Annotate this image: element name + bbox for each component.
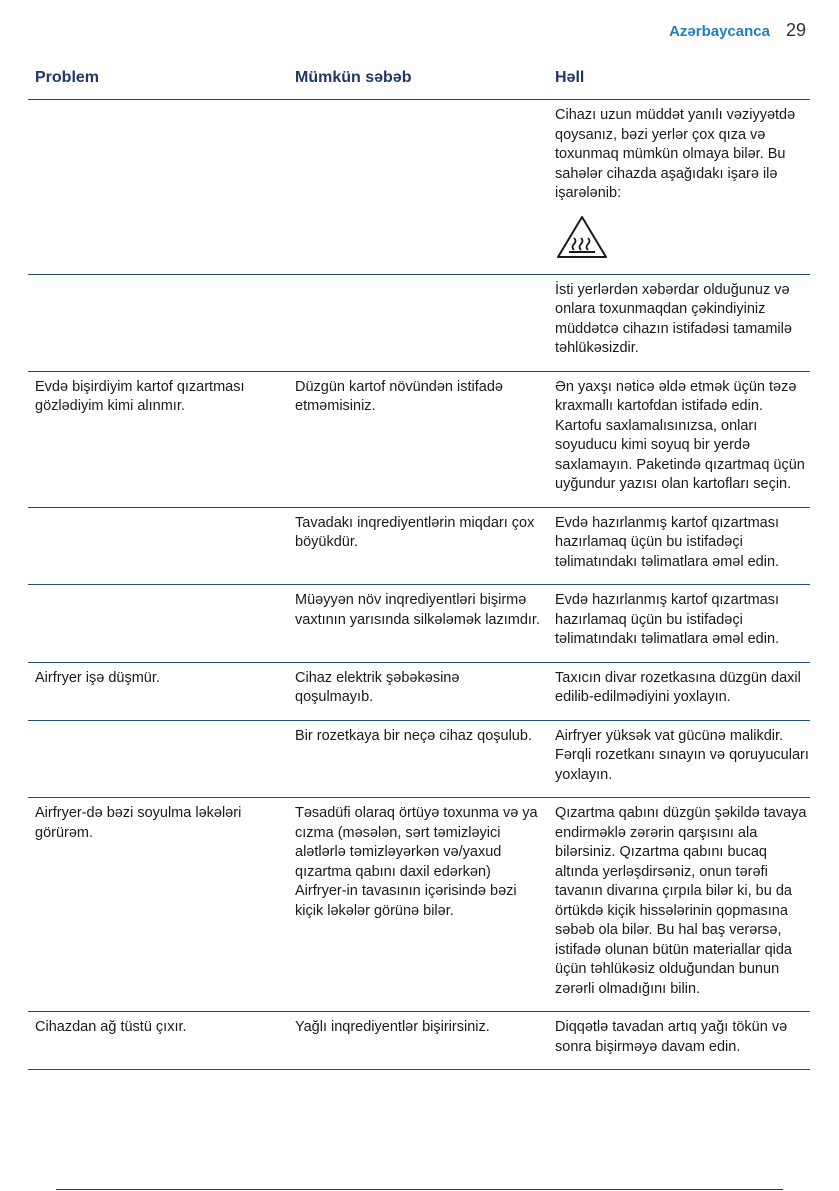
cause-cell: Düzgün kartof növündən istifadə etməmisiniz. (295, 378, 503, 414)
column-header-problem: Problem (35, 69, 100, 86)
column-header-cause: Mümkün səbəb (295, 69, 412, 86)
problem-cell (28, 508, 288, 585)
table-row (28, 585, 810, 663)
cause-cell: Yağlı inqrediyentlər bişirirsiniz. (295, 1019, 490, 1035)
table-row (28, 508, 810, 586)
solution-cell: İsti yerlərdən xəbərdar olduğunuz və onlara toxunmaqdan çəkindiyiniz müddətcə cihazın istifadəsi tamamilə təhlükəsizdir. (555, 281, 792, 356)
table-row (28, 275, 810, 372)
cause-cell: Müəyyən növ inqrediyentləri bişirmə vaxtının yarısında silkələmək lazımdır. (295, 592, 540, 628)
page-number: 29 (785, 20, 806, 40)
solution-cell: Evdə hazırlanmış kartof qızartması hazırlamaq üçün bu istifadəçi təlimatındakı təlimatlara əməl edin. (555, 592, 780, 647)
cause-cell: Tavadakı inqrediyentlərin miqdarı çox böyükdür. (295, 514, 535, 550)
solution-cell: Ən yaxşı nəticə əldə etmək üçün təzə kraxmallı kartofdan istifadə edin. Kartofu saxlamalısınızsa, onları soyuducu kimi soyuq bir yerdə saxlamayın. Paketində qızartmaq üçün uyğundur yazısı olan kartofları seçin. (555, 378, 805, 492)
problem-cell: Evdə bişirdiyim kartof qızartması gözlədiyim kimi alınmır. (35, 378, 245, 414)
table-row (28, 798, 810, 1012)
solution-cell: Airfryer yüksək vat gücünə malikdir. Fərqli rozetkanı sınayın və qoruyucuları yoxlayın. (555, 727, 809, 783)
page-header (669, 20, 806, 41)
solution-cell: Evdə hazırlanmış kartof qızartması hazırlamaq üçün bu istifadəçi təlimatındakı təlimatlara əməl edin. (555, 514, 780, 570)
cause-cell (288, 275, 548, 371)
problem-cell (28, 275, 288, 371)
problem-cell (28, 100, 288, 274)
troubleshooting-table (28, 64, 810, 1070)
problem-cell (28, 585, 288, 662)
table-row (28, 100, 810, 275)
problem-cell: Cihazdan ağ tüstü çıxır. (35, 1019, 187, 1035)
hot-surface-warning-icon (555, 214, 609, 260)
problem-cell: Airfryer işə düşmür. (35, 669, 160, 686)
solution-cell (548, 100, 810, 274)
cause-cell (288, 100, 548, 274)
solution-cell: Qızartma qabını düzgün şəkildə tavaya endirməklə zərərin qarşısını ala bilərsiniz. Qızartma qabını bucaq altında yerləşdirsəniz, onun tərəfi tavanın divarına çırpıla bilər ki, bu da örtükdə kiçik hissələrinin qopmasına səbəb ola bilər. Bu hal baş verərsə, istifadə olunan bütün materiallar qida üçün təhlükəsiz olduğundan bunun zərərli olmadığını bilin. (555, 805, 807, 997)
table-row (28, 721, 810, 799)
solution-cell: Taxıcın divar rozetkasına düzgün daxil edilib-edilmədiyini yoxlayın. (555, 669, 801, 705)
solution-text: Cihazı uzun müddət yanılı vəziyyətdə qoysanız, bəzi yerlər çox qıza və toxunmaq mümkün olmaya bilər. Bu sahələr cihazda aşağıdakı işarə ilə işarələnib: (555, 107, 796, 201)
solution-cell: Diqqətlə tavadan artıq yağı tökün və sonra bişirməyə davam edin. (555, 1019, 788, 1055)
cause-cell: Cihaz elektrik şəbəkəsinə qoşulmayıb. (295, 669, 460, 705)
cause-cell: Bir rozetkaya bir neçə cihaz qoşulub. (295, 727, 532, 744)
column-header-solution: Həll (555, 69, 585, 86)
table-header-row (28, 64, 810, 100)
language-label: Azərbaycanca (669, 23, 770, 40)
table-row (28, 372, 810, 508)
table-row (28, 1012, 810, 1070)
problem-cell: Airfryer-də bəzi soyulma ləkələri görürəm. (35, 805, 242, 841)
problem-cell (28, 721, 288, 798)
table-row (28, 663, 810, 721)
cause-cell: Təsadüfi olaraq örtüyə toxunma və ya cızma (məsələn, sərt təmizləyici alətlərlə təmizləyərkən və/yaxud qızartma qabını daxil edərkən) Airfryer-in tavasının içərisində bəzi kiçik ləkələr görünə bilər. (295, 805, 538, 919)
footer-divider (56, 1189, 783, 1190)
